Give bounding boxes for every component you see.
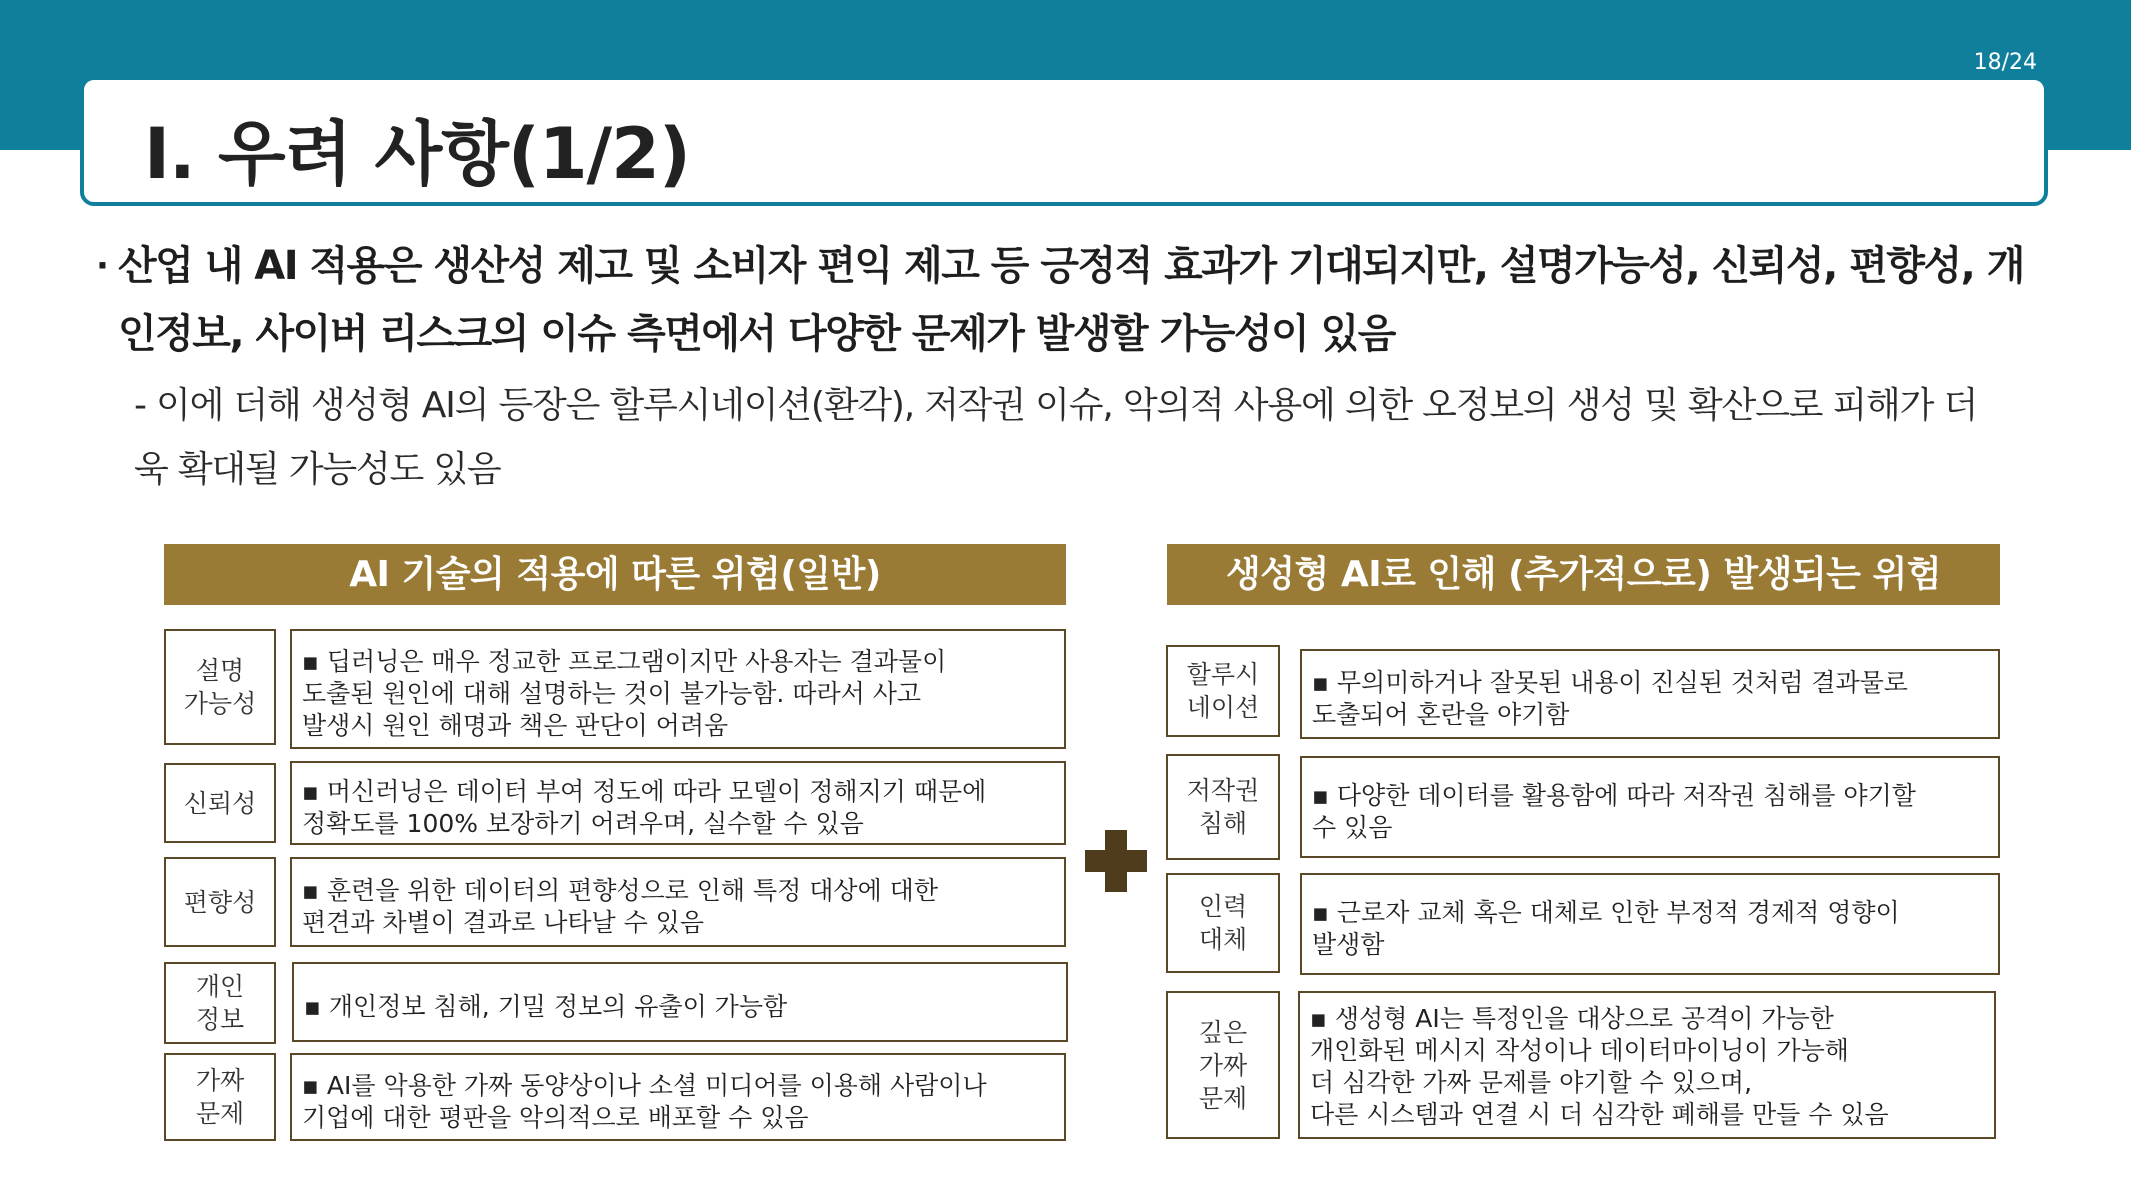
bullet-dot-icon: ·	[96, 246, 108, 286]
risk-label-text: 신뢰성	[183, 788, 257, 818]
risk-description-text: ▪ 무의미하거나 잘못된 내용이 진실된 것처럼 결과물로 도출되어 혼란을 야기함	[1312, 668, 1908, 729]
page-number: 18/24	[1973, 50, 2037, 75]
main-bullet	[96, 232, 2036, 368]
risk-label	[164, 1053, 276, 1141]
left-section-header: AI 기술의 적용에 따른 위험(일반)	[164, 544, 1066, 605]
risk-description	[1300, 756, 2000, 858]
risk-description-text: ▪ 생성형 AI는 특정인을 대상으로 공격이 가능한 개인화된 메시지 작성이나 데이터마이닝이 가능해 더 심각한 가짜 문제를 야기할 수 있으며, 다른 시스템과 연결 시 더 심각한 폐해를 만들 수 있음	[1310, 1004, 1889, 1129]
risk-description-text: ▪ 근로자 교체 혹은 대체로 인한 부정적 경제적 영향이 발생함	[1312, 898, 1900, 959]
risk-description	[290, 1053, 1066, 1141]
risk-label-text: 편향성	[183, 887, 257, 917]
risk-label-text: 할루시 네이션	[1186, 660, 1260, 722]
plus-icon	[1085, 830, 1147, 892]
risk-description-text: ▪ 머신러닝은 데이터 부여 정도에 따라 모델이 정해지기 때문에 정확도를 100% 보장하기 어려우며, 실수할 수 있음	[302, 777, 987, 838]
risk-label-text: 깊은 가짜 문제	[1198, 1017, 1248, 1113]
risk-label	[1166, 754, 1280, 860]
risk-description-text: ▪ 딥러닝은 매우 정교한 프로그램이지만 사용자는 결과물이 도출된 원인에 대해 설명하는 것이 불가능함. 따라서 사고 발생시 원인 해명과 책은 판단이 어려움	[302, 647, 947, 740]
risk-label	[1166, 991, 1280, 1139]
risk-description	[1298, 991, 1996, 1139]
risk-label	[1166, 645, 1280, 737]
main-bullet-text: 산업 내 AI 적용은 생산성 제고 및 소비자 편익 제고 등 긍정적 효과가 기대되지만, 설명가능성, 신뢰성, 편향성, 개인정보, 사이버 리스크의 이슈 측면에서 다양한 문제가 발생할 가능성이 있음	[118, 243, 2024, 357]
risk-description-text: ▪ 훈련을 위한 데이터의 편향성으로 인해 특정 대상에 대한 편견과 차별이 결과로 나타날 수 있음	[302, 876, 938, 937]
risk-label	[164, 763, 276, 843]
risk-label-text: 인력 대체	[1198, 892, 1248, 954]
risk-description	[292, 962, 1068, 1042]
risk-description	[290, 857, 1066, 947]
risk-label	[164, 629, 276, 745]
risk-label	[1166, 873, 1280, 973]
risk-description	[290, 761, 1066, 845]
risk-description	[1300, 649, 2000, 739]
risk-label-text: 설명 가능성	[183, 656, 257, 718]
risk-description-text: ▪ AI를 악용한 가짜 동양상이나 소셜 미디어를 이용해 사람이나 기업에 대한 평판을 악의적으로 배포할 수 있음	[302, 1071, 987, 1132]
risk-description	[1300, 873, 2000, 975]
risk-label	[164, 857, 276, 947]
sub-bullet-text: - 이에 더해 생성형 AI의 등장은 할루시네이션(환각), 저작권 이슈, 악의적 사용에 의한 오정보의 생성 및 확산으로 피해가 더욱 확대될 가능성도 있음	[134, 385, 1978, 490]
page-title: Ⅰ. 우려 사항(1/2)	[144, 113, 690, 195]
right-section-header: 생성형 AI로 인해 (추가적으로) 발생되는 위험	[1167, 544, 2000, 605]
risk-description-text: ▪ 다양한 데이터를 활용함에 따라 저작권 침해를 야기할 수 있음	[1312, 781, 1916, 842]
risk-label-text: 가짜 문제	[195, 1066, 245, 1128]
risk-description	[290, 629, 1066, 749]
risk-label-text: 개인 정보	[195, 972, 245, 1034]
title-box	[80, 76, 2048, 206]
risk-label	[164, 962, 276, 1044]
risk-label-text: 저작권 침해	[1186, 776, 1260, 838]
risk-description-text: ▪ 개인정보 침해, 기밀 정보의 유출이 가능함	[304, 992, 788, 1021]
